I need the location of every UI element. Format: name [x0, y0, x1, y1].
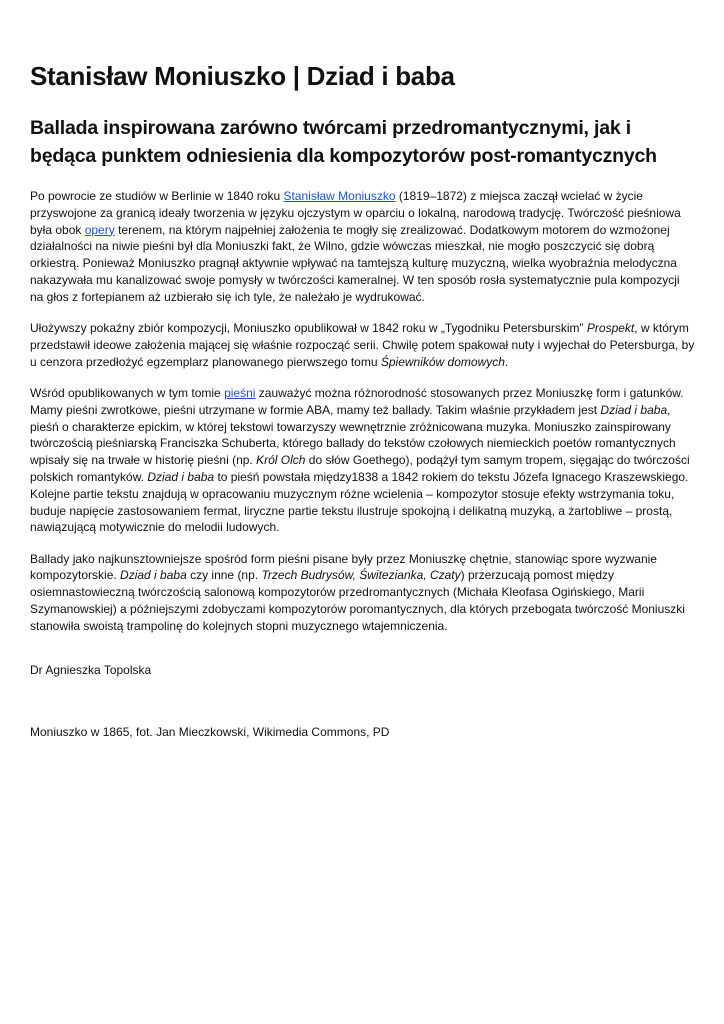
author-name: Dr Agnieszka Topolska [30, 663, 152, 677]
article [30, 60, 696, 649]
page-subtitle: Ballada inspirowana zarówno twórcami przedromantycznymi, jak i będąca punktem odniesienia dla kompozytorów post-romantycznych [30, 117, 657, 167]
p4-text-2: czy inne (np. [186, 568, 262, 583]
p2-italic-2: Śpiewników domowych [380, 354, 505, 369]
p1-text-3: terenem, na którym najpełniej założenia te mogły się zrealizować. Dodatkowym motorem do wzmożonej działalności na niwie pieśni był dla Moniuszki fakt, że Wilno, gdzie wówczas mieszkał, nie mogło poszczycić się dobrą orkiestrą. Ponieważ Moniuszko pragnął aktywnie wpływać na tamtejszą kulturę muzyczną, wielka wyobraźnia melodyczna nakazywała mu kanalizować swoje pomysły w twórczości kameralnej. W ten sposób rosła systematycznie pula kompozycji na głos z fortepianem aż uzbierało się ich tyle, że należało je wydrukować. [30, 222, 680, 304]
p3-text-3: , pieśń o charakterze epickim, w której tekstowi towarzyszy wewnętrznie zróżnicowana muzyka. Moniuszko zainspirowany twórczością pieśniarską Franciszka Schuberta, którego ballady do tekstów czołowych niemieckich poetów romantycznych wpisały się na trwałe w historię pieśni (np. [30, 402, 676, 468]
paragraph-2 [30, 320, 696, 370]
image-caption: Moniuszko w 1865, fot. Jan Mieczkowski, Wikimedia Commons, PD [30, 725, 390, 739]
paragraph-1 [30, 188, 696, 306]
p2-text-1: Ułożywszy pokaźny zbiór kompozycji, Moniuszko opublikował w 1842 roku w „Tygodniku Petersburskim” [30, 321, 587, 336]
p4-italic-1: Dziad i baba [120, 568, 187, 583]
paragraph-3 [30, 385, 696, 536]
paragraph-4 [30, 551, 696, 635]
p3-italic-2: Król Olch [256, 453, 306, 468]
p3-italic-3: Dziad i baba [147, 469, 215, 484]
opery-link[interactable]: opery [84, 222, 115, 237]
p4-text-1: Ballady jako najkunsztowniejsze spośród form pieśni pisane były przez Moniuszkę chętnie, stanowiąc spore wyzwanie kompozytorskie. [30, 551, 657, 583]
piesni-link[interactable]: pieśni [224, 385, 256, 400]
p3-text-4: do słów Goethego), podążył tym samym tropem, sięgając do twórczości polskich romantyków. [30, 453, 690, 484]
p1-text-2: (1819–1872) z miejsca zaczął wcielać w życie przyswojone za granicą ideały tworzenia w języku ojczystym w oparciu o lokalną, narodową tradycję. Twórczość pieśniowa była obok [30, 189, 681, 237]
p2-text-2: , w którym przedstawił ideowe założenia mającej się właśnie rozpocząć serii. Chwilę potem spakował nuty i wyjechał do Petersburga, by u cenzora przedłożyć egzemplarz planowanego pierwszego tomu [30, 321, 695, 369]
page-title: Stanisław Moniuszko | Dziad i baba [30, 61, 455, 91]
p3-text-1: Wśród opublikowanych w tym tomie [30, 385, 225, 400]
p3-italic-1: Dziad i baba [600, 402, 668, 417]
moniuszko-link[interactable]: Stanisław Moniuszko [283, 189, 396, 203]
p1-text-1: Po powrocie ze studiów w Berlinie w 1840 roku [30, 189, 284, 203]
p4-text-3: ) przerzucają pomost między osiemnastowieczną twórczością salonową kompozytorów przedromantycznych (Michała Kleofasa Ogińskiego, Marii Szymanowskiej) a późniejszymi zdobyczami kompozytorów poromantycznych, dla których przebogata twórczość Moniuszki stanowiła swoistą trampolinę do kolejnych stopni muzycznego wtajemniczenia. [30, 568, 685, 633]
p3-text-2: zauważyć można różnorodność stosowanych przez Moniuszkę form i gatunków. Mamy pieśni zwrotkowe, pieśni utrzymane w formie ABA, mamy też ballady. Takim właśnie przykładem jest [30, 385, 684, 417]
p2-text-3: . [504, 354, 509, 369]
p2-italic-1: Prospekt [586, 321, 635, 336]
p3-text-5: to pieśń powstała między1838 a 1842 rokiem do tekstu Józefa Ignacego Kraszewskiego. Kolejne partie tekstu znajdują w opracowaniu muzycznym różne wcielenia – kompozytor stosuje efekty wstrzymania toku, buduje napięcie zastosowaniem fermat, liryczne partie tekstu ilustruje spokojną i delikatną muzyką, a żartobliwe – prostą, nawiązującą motywicznie do melodii ludowych. [30, 469, 689, 535]
p4-italic-2: Trzech Budrysów, Świtezianka, Czaty [261, 568, 461, 583]
